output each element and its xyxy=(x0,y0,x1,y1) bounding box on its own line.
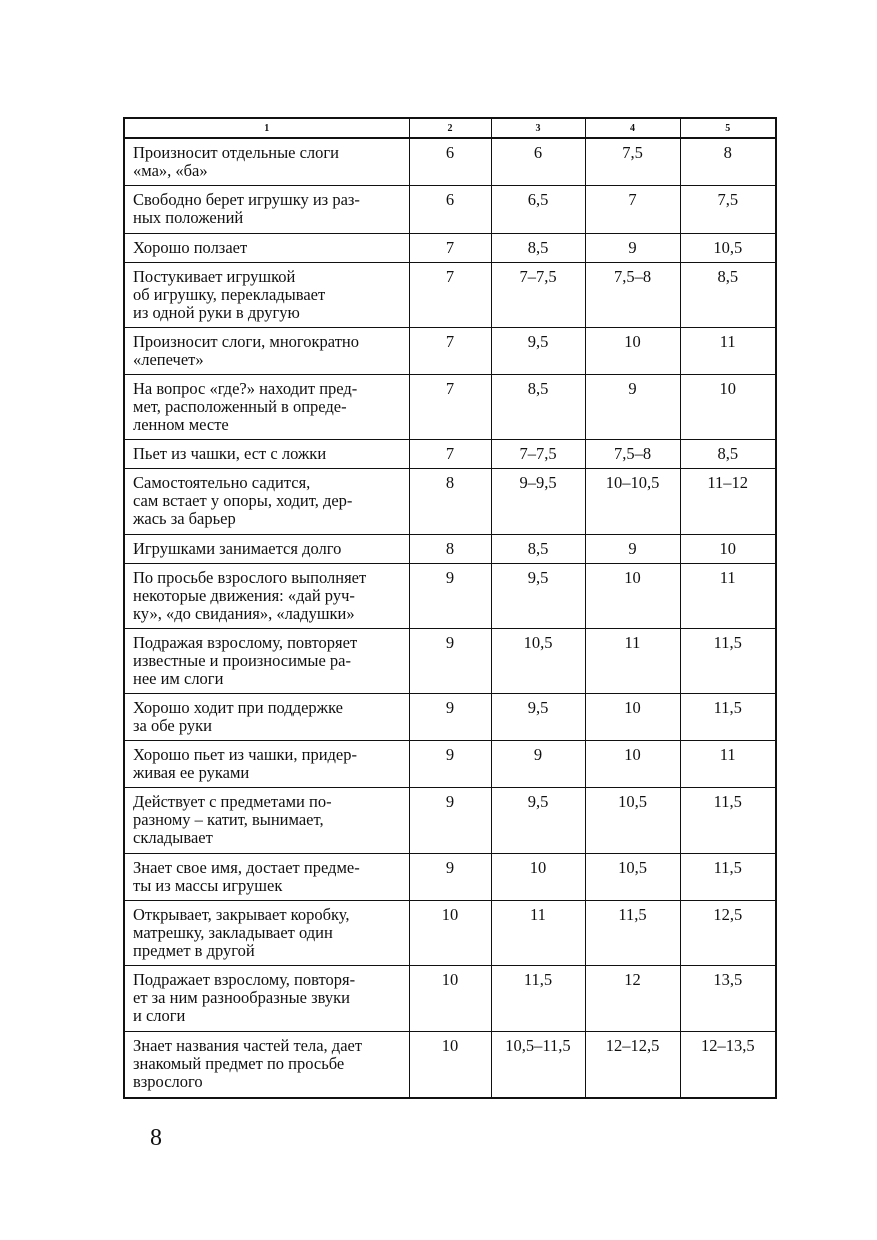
age-value-col2: 10 xyxy=(409,966,491,1032)
age-value-col3: 11 xyxy=(491,901,585,966)
age-value-col2: 9 xyxy=(409,564,491,629)
age-value-col2: 7 xyxy=(409,234,491,263)
milestone-description: Знает свое имя, достает предме- ты из массы игрушек xyxy=(124,854,409,901)
age-value-col5: 11 xyxy=(680,328,776,375)
age-value-col2: 7 xyxy=(409,328,491,375)
age-value-col2: 7 xyxy=(409,263,491,328)
age-value-col4: 7,5–8 xyxy=(585,440,680,469)
table-row xyxy=(124,966,776,1032)
age-value-col3: 7–7,5 xyxy=(491,263,585,328)
table-row xyxy=(124,854,776,901)
age-value-col4: 9 xyxy=(585,535,680,564)
age-value-col3: 8,5 xyxy=(491,234,585,263)
table-row xyxy=(124,901,776,966)
milestone-description: Знает названия частей тела, дает знакомый предмет по просьбе взрослого xyxy=(124,1032,409,1098)
milestone-description: Действует с предметами по- разному – катит, вынимает, складывает xyxy=(124,788,409,854)
column-header-5: 5 xyxy=(680,118,776,138)
milestone-description: Открывает, закрывает коробку, матрешку, закладывает один предмет в другой xyxy=(124,901,409,966)
age-value-col3: 9–9,5 xyxy=(491,469,585,535)
milestone-description: Произносит отдельные слоги «ма», «ба» xyxy=(124,138,409,186)
age-value-col2: 9 xyxy=(409,694,491,741)
age-value-col3: 9,5 xyxy=(491,694,585,741)
age-value-col4: 7,5 xyxy=(585,138,680,186)
age-value-col2: 7 xyxy=(409,440,491,469)
column-header-3: 3 xyxy=(491,118,585,138)
milestone-description: Пьет из чашки, ест с ложки xyxy=(124,440,409,469)
table-row xyxy=(124,138,776,186)
age-value-col3: 8,5 xyxy=(491,535,585,564)
age-value-col2: 9 xyxy=(409,854,491,901)
milestone-description: Хорошо ползает xyxy=(124,234,409,263)
age-value-col4: 10–10,5 xyxy=(585,469,680,535)
age-value-col5: 10 xyxy=(680,375,776,440)
age-value-col3: 9,5 xyxy=(491,788,585,854)
age-value-col2: 9 xyxy=(409,788,491,854)
age-value-col4: 10 xyxy=(585,564,680,629)
age-value-col2: 6 xyxy=(409,186,491,234)
table-row xyxy=(124,263,776,328)
age-value-col3: 7–7,5 xyxy=(491,440,585,469)
age-value-col4: 7 xyxy=(585,186,680,234)
age-value-col4: 10 xyxy=(585,741,680,788)
table-row xyxy=(124,788,776,854)
age-value-col4: 9 xyxy=(585,375,680,440)
age-value-col2: 10 xyxy=(409,1032,491,1098)
age-value-col3: 9 xyxy=(491,741,585,788)
age-value-col5: 12–13,5 xyxy=(680,1032,776,1098)
milestone-description: Самостоятельно садится, сам встает у опоры, ходит, дер- жась за барьер xyxy=(124,469,409,535)
column-header-2: 2 xyxy=(409,118,491,138)
age-value-col5: 11,5 xyxy=(680,854,776,901)
column-header-1: 1 xyxy=(124,118,409,138)
age-value-col4: 10 xyxy=(585,694,680,741)
table-row xyxy=(124,694,776,741)
table-header-row xyxy=(124,118,776,138)
age-value-col4: 10 xyxy=(585,328,680,375)
table-row xyxy=(124,564,776,629)
column-header-4: 4 xyxy=(585,118,680,138)
age-value-col2: 8 xyxy=(409,535,491,564)
age-value-col5: 11–12 xyxy=(680,469,776,535)
age-value-col4: 11 xyxy=(585,629,680,694)
milestone-description: На вопрос «где?» находит пред- мет, расположенный в опреде- ленном месте xyxy=(124,375,409,440)
age-value-col2: 8 xyxy=(409,469,491,535)
age-value-col2: 9 xyxy=(409,741,491,788)
milestone-description: Произносит слоги, многократно «лепечет» xyxy=(124,328,409,375)
age-value-col5: 8,5 xyxy=(680,263,776,328)
age-value-col3: 10,5–11,5 xyxy=(491,1032,585,1098)
age-value-col5: 11 xyxy=(680,564,776,629)
age-value-col4: 12 xyxy=(585,966,680,1032)
age-value-col5: 7,5 xyxy=(680,186,776,234)
age-value-col5: 12,5 xyxy=(680,901,776,966)
age-value-col2: 9 xyxy=(409,629,491,694)
age-value-col3: 6,5 xyxy=(491,186,585,234)
table-row xyxy=(124,440,776,469)
table-row xyxy=(124,741,776,788)
age-value-col5: 10,5 xyxy=(680,234,776,263)
age-value-col5: 8 xyxy=(680,138,776,186)
age-value-col3: 11,5 xyxy=(491,966,585,1032)
development-milestones-table xyxy=(123,117,777,1099)
age-value-col5: 11 xyxy=(680,741,776,788)
milestone-description: Хорошо пьет из чашки, придер- живая ее руками xyxy=(124,741,409,788)
age-value-col2: 7 xyxy=(409,375,491,440)
age-value-col3: 9,5 xyxy=(491,328,585,375)
table-row xyxy=(124,629,776,694)
age-value-col2: 10 xyxy=(409,901,491,966)
age-value-col3: 10,5 xyxy=(491,629,585,694)
milestone-description: Свободно берет игрушку из раз- ных положений xyxy=(124,186,409,234)
age-value-col4: 7,5–8 xyxy=(585,263,680,328)
age-value-col4: 11,5 xyxy=(585,901,680,966)
age-value-col5: 10 xyxy=(680,535,776,564)
table-row xyxy=(124,234,776,263)
age-value-col3: 9,5 xyxy=(491,564,585,629)
milestone-description: Хорошо ходит при поддержке за обе руки xyxy=(124,694,409,741)
age-value-col5: 11,5 xyxy=(680,629,776,694)
milestone-description: Подражая взрослому, повторяет известные и произносимые ра- нее им слоги xyxy=(124,629,409,694)
table-row xyxy=(124,328,776,375)
age-value-col5: 8,5 xyxy=(680,440,776,469)
milestone-description: Игрушками занимается долго xyxy=(124,535,409,564)
age-value-col5: 11,5 xyxy=(680,788,776,854)
age-value-col5: 11,5 xyxy=(680,694,776,741)
age-value-col2: 6 xyxy=(409,138,491,186)
page-number: 8 xyxy=(150,1125,162,1151)
age-value-col3: 6 xyxy=(491,138,585,186)
table-row xyxy=(124,186,776,234)
table-row xyxy=(124,535,776,564)
age-value-col4: 10,5 xyxy=(585,788,680,854)
milestone-description: Подражает взрослому, повторя- ет за ним разнообразные звуки и слоги xyxy=(124,966,409,1032)
age-value-col4: 10,5 xyxy=(585,854,680,901)
milestone-description: Постукивает игрушкой об игрушку, перекладывает из одной руки в другую xyxy=(124,263,409,328)
table-row xyxy=(124,375,776,440)
age-value-col5: 13,5 xyxy=(680,966,776,1032)
table-row xyxy=(124,469,776,535)
age-value-col3: 8,5 xyxy=(491,375,585,440)
age-value-col4: 12–12,5 xyxy=(585,1032,680,1098)
table-row xyxy=(124,1032,776,1098)
milestone-description: По просьбе взрослого выполняет некоторые движения: «дай руч- ку», «до свидания», «ладушки» xyxy=(124,564,409,629)
age-value-col4: 9 xyxy=(585,234,680,263)
age-value-col3: 10 xyxy=(491,854,585,901)
